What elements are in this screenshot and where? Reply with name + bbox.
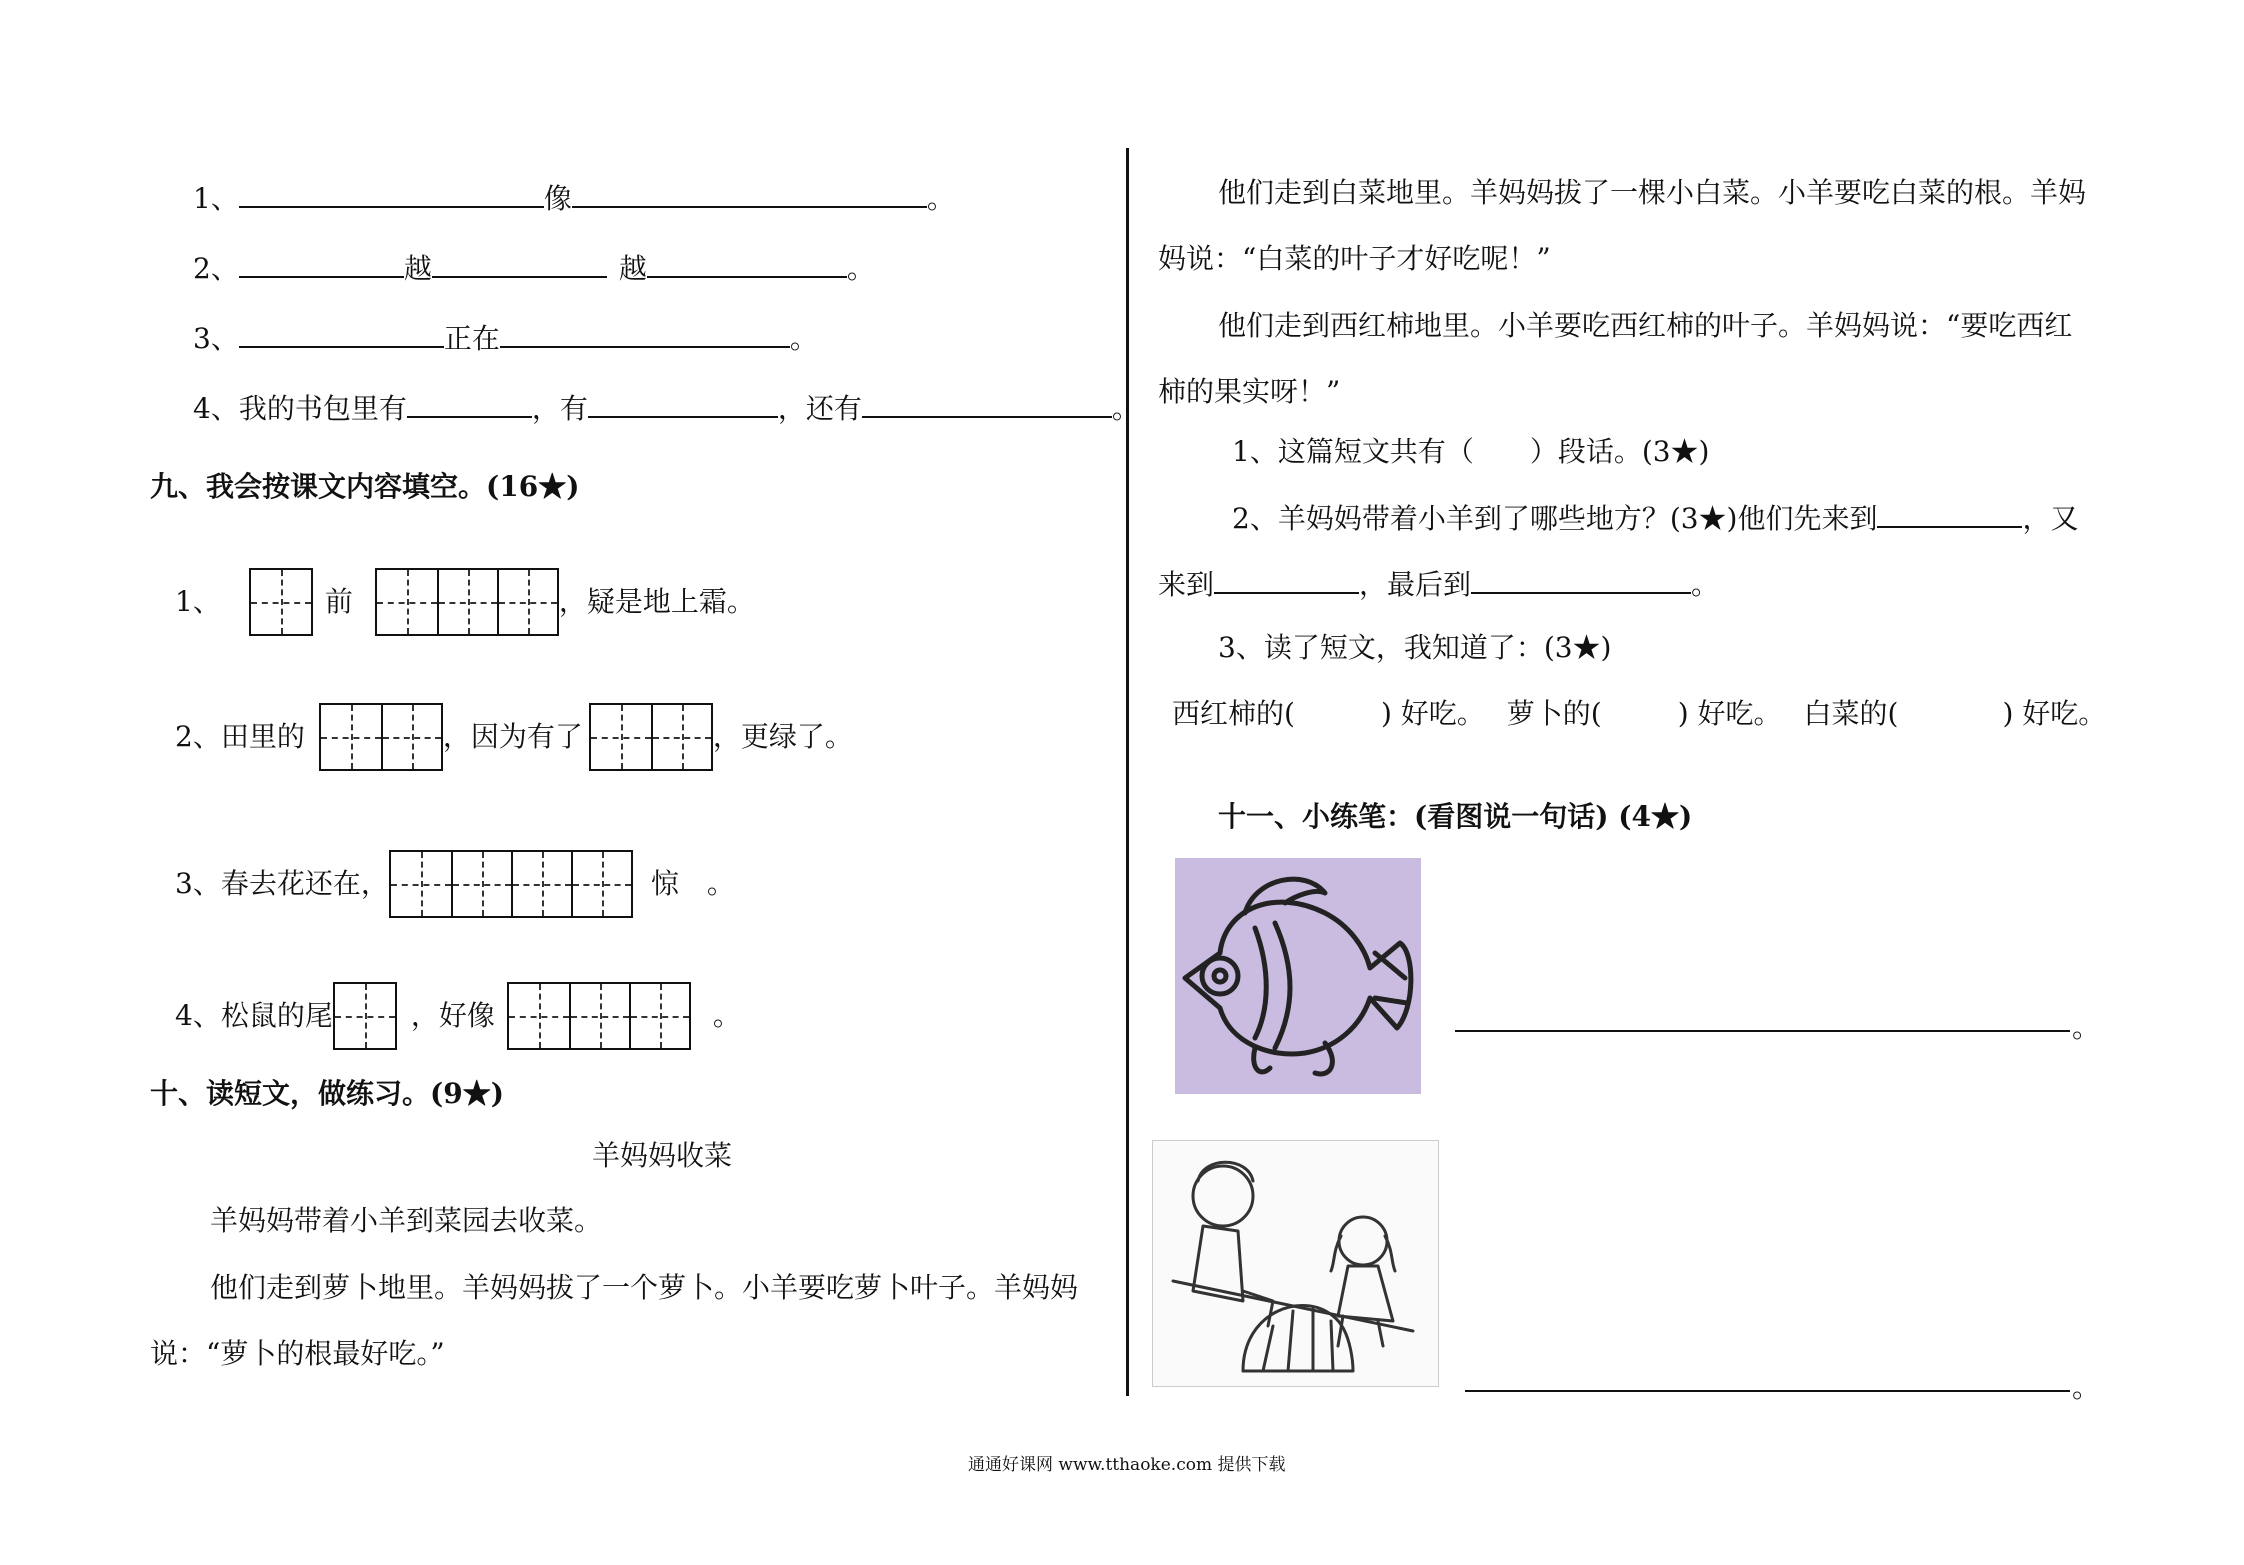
answer-blank[interactable] — [572, 180, 927, 208]
question-1: 1、这篇短文共有（ ）段话。(3★) — [1232, 435, 1710, 468]
item-text: 我的书包里有 — [238, 392, 407, 425]
s8-item-2 — [193, 250, 875, 287]
story-paragraph: 妈说：“白菜的叶子才好吃呢！” — [1158, 242, 1551, 275]
writing-grid[interactable] — [249, 568, 313, 636]
answer-line-2[interactable] — [1465, 1390, 2070, 1392]
answer-space[interactable] — [1602, 696, 1678, 732]
answer-blank[interactable] — [862, 390, 1112, 418]
question-3-answers — [1172, 696, 2106, 732]
item-text: 2、羊妈妈带着小羊到了哪些地方？(3★)他们先来到 — [1232, 502, 1878, 535]
answer-blank[interactable] — [239, 320, 444, 348]
section9-title: 九、我会按课文内容填空。(16★) — [150, 470, 580, 503]
item-number: 3、春去花还在， — [175, 867, 389, 900]
item-text: 。 — [789, 322, 818, 355]
item-text: ) 好吃。 — [1677, 697, 1782, 730]
story-paragraph: 羊妈妈带着小羊到菜园去收菜。 — [210, 1204, 603, 1237]
answer-blank[interactable] — [1214, 566, 1359, 594]
item-text: 正在 — [443, 322, 500, 355]
item-text: 。 — [926, 182, 955, 215]
story-paragraph: 他们走到西红柿地里。小羊要吃西红柿的叶子。羊妈妈说：“要吃西红 — [1218, 309, 2073, 342]
item-text: 越 — [403, 252, 432, 285]
writing-grid[interactable] — [319, 703, 443, 771]
item-number: 3、 — [193, 322, 239, 355]
s9-item-2 — [175, 703, 853, 771]
section11-title: 十一、小练笔：(看图说一句话) (4★) — [1218, 800, 1693, 833]
answer-blank[interactable] — [647, 250, 847, 278]
item-text: 。 — [846, 252, 875, 285]
item-number: 4、松鼠的尾 — [175, 999, 333, 1032]
question-2 — [1232, 500, 2079, 537]
item-text: 萝卜的( — [1506, 697, 1602, 730]
item-text: ，好像 — [410, 999, 495, 1032]
item-text: 惊 — [650, 867, 679, 900]
item-text: ，疑是地上霜。 — [558, 585, 755, 618]
question-2-cont — [1158, 566, 1719, 603]
s8-item-4 — [193, 390, 1140, 427]
item-text: 。 — [1111, 392, 1140, 425]
section10-title: 十、读短文，做练习。(9★) — [150, 1077, 504, 1110]
answer-blank[interactable] — [407, 390, 532, 418]
answer-space[interactable] — [1898, 696, 2002, 732]
story-paragraph: 他们走到萝卜地里。羊妈妈拔了一个萝卜。小羊要吃萝卜叶子。羊妈妈 — [210, 1271, 1079, 1304]
item-text: ，因为有了 — [442, 720, 583, 753]
item-text: 白菜的( — [1803, 697, 1899, 730]
item-number: 2、 — [193, 252, 239, 285]
item-number: 1、 — [175, 585, 221, 618]
item-text: 来到 — [1158, 568, 1215, 601]
seesaw-drawing — [1153, 1141, 1438, 1386]
fish-picture — [1175, 858, 1421, 1094]
seesaw-picture — [1152, 1140, 1439, 1387]
item-number: 1、 — [193, 182, 239, 215]
item-text: 越 — [618, 252, 647, 285]
answer-blank[interactable] — [588, 390, 778, 418]
item-text: 。 — [706, 867, 735, 900]
item-text: ，最后到 — [1359, 568, 1472, 601]
story-paragraph: 柿的果实呀！” — [1158, 375, 1341, 408]
item-text: ) 好吃。 — [2002, 697, 2107, 730]
writing-grid[interactable] — [375, 568, 559, 636]
item-text: ，又 — [2022, 502, 2079, 535]
item-text: 西红柿的( — [1172, 697, 1295, 730]
item-text: 像 — [543, 182, 572, 215]
s9-item-1 — [175, 568, 755, 636]
line-end: 。 — [2072, 1011, 2101, 1044]
answer-blank[interactable] — [1471, 566, 1691, 594]
item-text: ，有 — [531, 392, 588, 425]
column-divider — [1126, 148, 1129, 1396]
writing-grid[interactable] — [333, 982, 397, 1050]
story-paragraph: 他们走到白菜地里。羊妈妈拔了一棵小白菜。小羊要吃白菜的根。羊妈 — [1218, 176, 2087, 209]
footer-text: 通通好课网 www.tthaoke.com 提供下载 — [968, 1455, 1286, 1475]
s9-item-4 — [175, 982, 741, 1050]
answer-blank[interactable] — [1877, 500, 2022, 528]
item-text: 。 — [712, 999, 741, 1032]
item-text: ，更绿了。 — [712, 720, 853, 753]
fish-drawing — [1175, 858, 1421, 1094]
line-end: 。 — [2072, 1371, 2101, 1404]
writing-grid[interactable] — [589, 703, 713, 771]
item-text: ) 好吃。 — [1380, 697, 1485, 730]
s9-item-3 — [175, 850, 735, 918]
answer-space[interactable] — [1295, 696, 1381, 732]
item-text: ，还有 — [777, 392, 862, 425]
item-text: 前 — [324, 585, 353, 618]
writing-grid[interactable] — [389, 850, 633, 918]
item-number: 4、 — [193, 392, 239, 425]
question-3: 3、读了短文，我知道了：(3★) — [1218, 631, 1612, 664]
item-text: 。 — [1691, 568, 1720, 601]
s8-item-1 — [193, 180, 955, 217]
writing-grid[interactable] — [507, 982, 691, 1050]
answer-blank[interactable] — [239, 250, 404, 278]
item-number: 2、田里的 — [175, 720, 305, 753]
s8-item-3 — [193, 320, 818, 357]
answer-blank[interactable] — [239, 180, 544, 208]
story-paragraph: 说：“萝卜的根最好吃。” — [150, 1337, 445, 1370]
answer-blank[interactable] — [500, 320, 790, 348]
story-title: 羊妈妈收菜 — [592, 1139, 733, 1172]
answer-blank[interactable] — [432, 250, 607, 278]
answer-line-1[interactable] — [1455, 1030, 2070, 1032]
